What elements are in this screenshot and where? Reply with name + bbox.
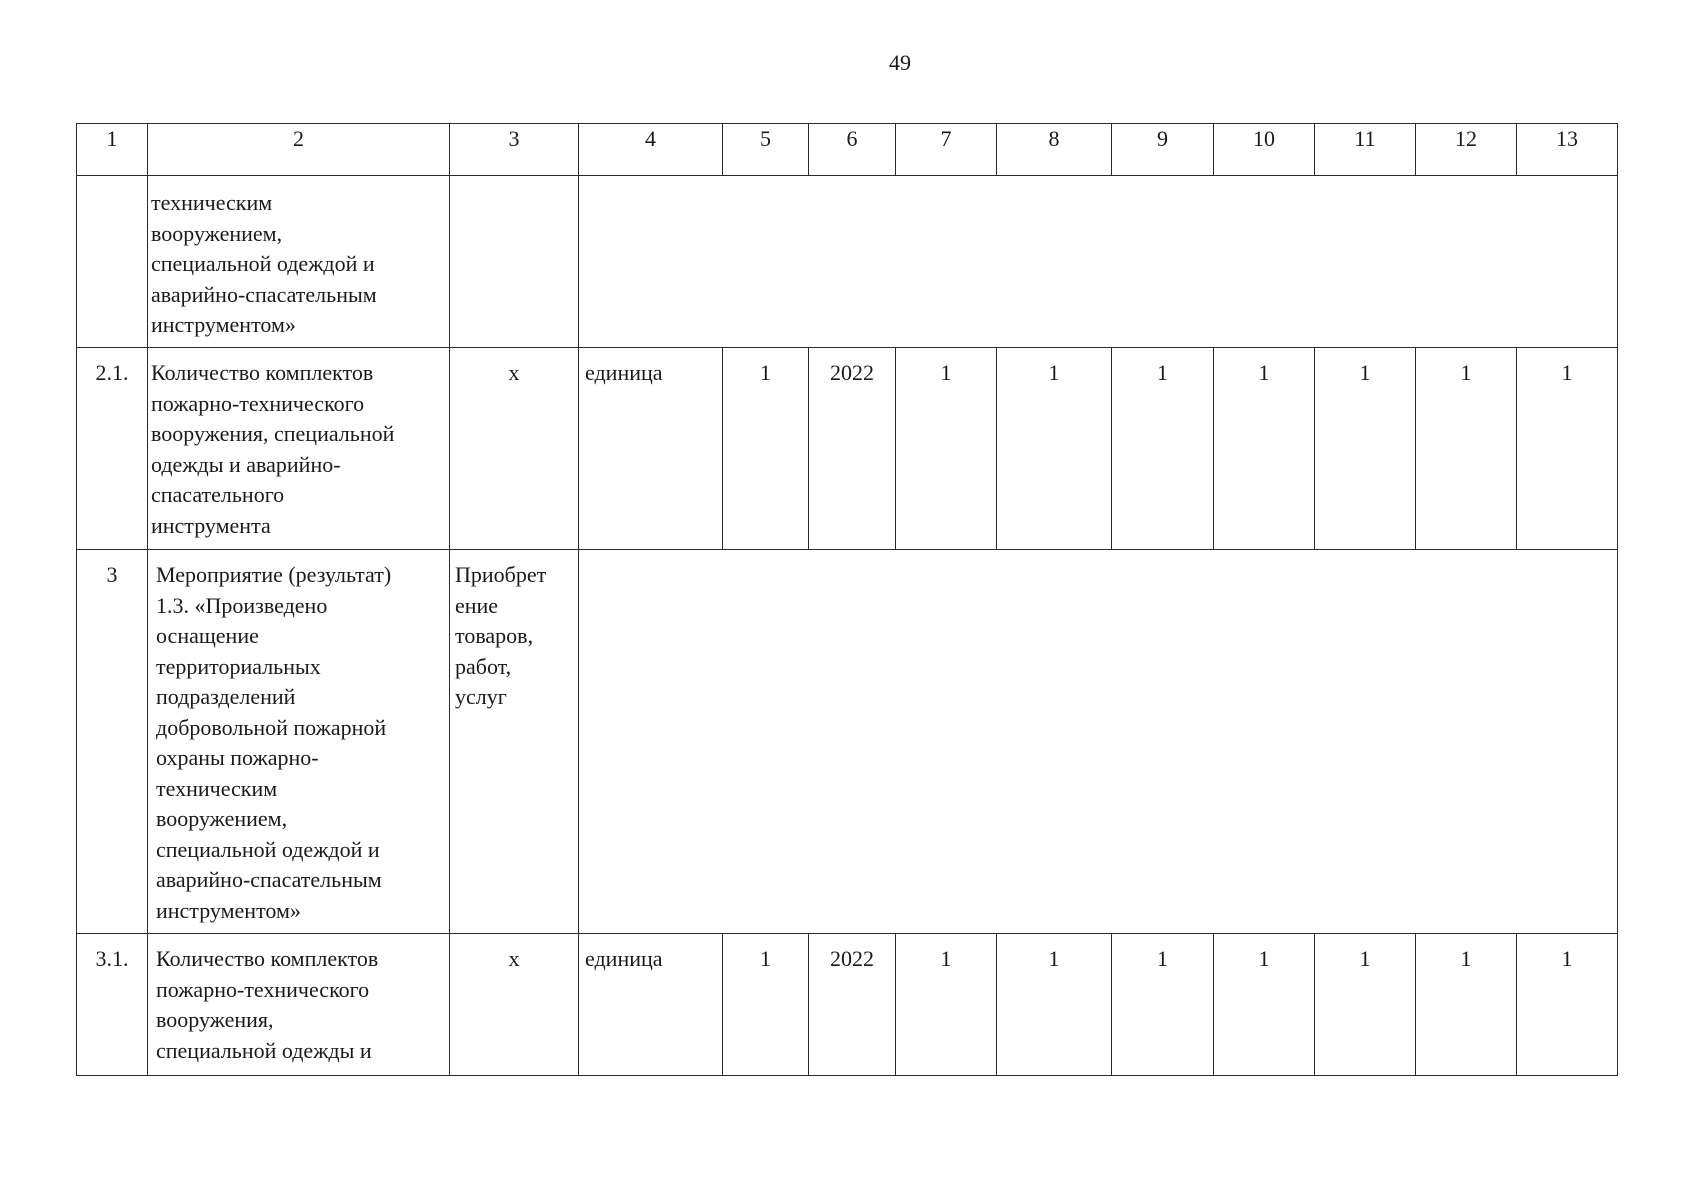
table-row bbox=[77, 176, 1618, 348]
column-header: 4 bbox=[579, 124, 723, 176]
description-line: инструментом» bbox=[151, 312, 296, 337]
row-description bbox=[148, 176, 450, 348]
row-mark: х bbox=[450, 934, 579, 1076]
type-line: Приобрет bbox=[455, 562, 547, 587]
column-header: 6 bbox=[809, 124, 896, 176]
column-header: 13 bbox=[1517, 124, 1618, 176]
cell-col7: 1 bbox=[896, 934, 997, 1076]
description-line: инструментом» bbox=[156, 897, 301, 923]
column-header: 1 bbox=[77, 124, 148, 176]
description-line: аварийно-спасательным bbox=[151, 281, 377, 307]
cell-col13: 1 bbox=[1517, 348, 1618, 550]
cell-col9: 1 bbox=[1112, 934, 1214, 1076]
cell-col7: 1 bbox=[896, 348, 997, 550]
description-line: вооружения, bbox=[156, 1007, 274, 1032]
table-row bbox=[77, 934, 1618, 1076]
cell-col9: 1 bbox=[1112, 348, 1214, 550]
cell-col13: 1 bbox=[1517, 934, 1618, 1076]
description-line: Количество комплектов bbox=[156, 946, 379, 971]
table-row bbox=[77, 348, 1618, 550]
description-line: Количество комплектов bbox=[151, 360, 374, 385]
column-header: 9 bbox=[1112, 124, 1214, 176]
description-line: пожарно-технического bbox=[151, 390, 365, 416]
description-line: специальной одежды и bbox=[156, 1037, 372, 1063]
row-number bbox=[77, 176, 148, 348]
description-line: специальной одеждой и bbox=[151, 251, 375, 276]
column-header: 12 bbox=[1416, 124, 1517, 176]
row-merged-cell bbox=[579, 176, 1618, 348]
description-line: 1.3. «Произведено bbox=[156, 592, 328, 618]
indicators-table bbox=[76, 123, 1618, 1076]
cell-col12: 1 bbox=[1416, 348, 1517, 550]
type-line: товаров, bbox=[455, 623, 534, 648]
description-line: аварийно-спасательным bbox=[156, 867, 382, 892]
row-unit: единица bbox=[579, 934, 723, 1076]
row-unit: единица bbox=[579, 348, 723, 550]
cell-col5: 1 bbox=[723, 934, 809, 1076]
description-line: спасательного bbox=[151, 482, 285, 507]
cell-col8: 1 bbox=[997, 934, 1112, 1076]
cell-col6: 2022 bbox=[809, 934, 896, 1076]
description-line: вооружением, bbox=[151, 220, 283, 246]
cell-col8: 1 bbox=[997, 348, 1112, 550]
table-row bbox=[77, 550, 1618, 934]
cell-col10: 1 bbox=[1214, 934, 1315, 1076]
description-line: специальной одеждой и bbox=[156, 836, 380, 862]
type-line: работ, bbox=[455, 653, 512, 679]
row-description bbox=[148, 934, 450, 1076]
cell-col11: 1 bbox=[1315, 348, 1416, 550]
description-line: техническим bbox=[151, 190, 273, 215]
column-header: 7 bbox=[896, 124, 997, 176]
row-description bbox=[148, 348, 450, 550]
cell-col5: 1 bbox=[723, 348, 809, 550]
description-line: пожарно-технического bbox=[156, 976, 370, 1002]
column-header: 10 bbox=[1214, 124, 1315, 176]
column-header: 3 bbox=[450, 124, 579, 176]
row-description bbox=[148, 550, 450, 934]
description-line: охраны пожарно- bbox=[156, 745, 319, 770]
description-line: подразделений bbox=[156, 684, 296, 709]
type-line: ение bbox=[455, 592, 499, 618]
table-header-row bbox=[77, 124, 1618, 176]
description-line: вооружением, bbox=[156, 806, 288, 831]
cell-col6: 2022 bbox=[809, 348, 896, 550]
description-line: инструмента bbox=[151, 512, 271, 538]
row-number: 3.1. bbox=[77, 934, 148, 1076]
description-line: территориальных bbox=[156, 653, 321, 679]
description-line: оснащение bbox=[156, 623, 259, 648]
description-line: Мероприятие (результат) bbox=[156, 562, 392, 587]
page-number: 49 bbox=[889, 50, 911, 75]
cell-col11: 1 bbox=[1315, 934, 1416, 1076]
description-line: одежды и аварийно- bbox=[151, 451, 341, 477]
row-number: 3 bbox=[77, 550, 148, 934]
row-type bbox=[450, 176, 579, 348]
row-merged-cell bbox=[579, 550, 1618, 934]
column-header: 8 bbox=[997, 124, 1112, 176]
description-line: добровольной пожарной bbox=[156, 714, 387, 740]
row-mark: х bbox=[450, 348, 579, 550]
cell-col12: 1 bbox=[1416, 934, 1517, 1076]
type-line: услуг bbox=[455, 684, 507, 709]
description-line: техническим bbox=[156, 775, 278, 801]
column-header: 11 bbox=[1315, 124, 1416, 176]
cell-col10: 1 bbox=[1214, 348, 1315, 550]
column-header: 5 bbox=[723, 124, 809, 176]
description-line: вооружения, специальной bbox=[151, 421, 395, 446]
column-header: 2 bbox=[148, 124, 450, 176]
row-number: 2.1. bbox=[77, 348, 148, 550]
row-type bbox=[450, 550, 579, 934]
